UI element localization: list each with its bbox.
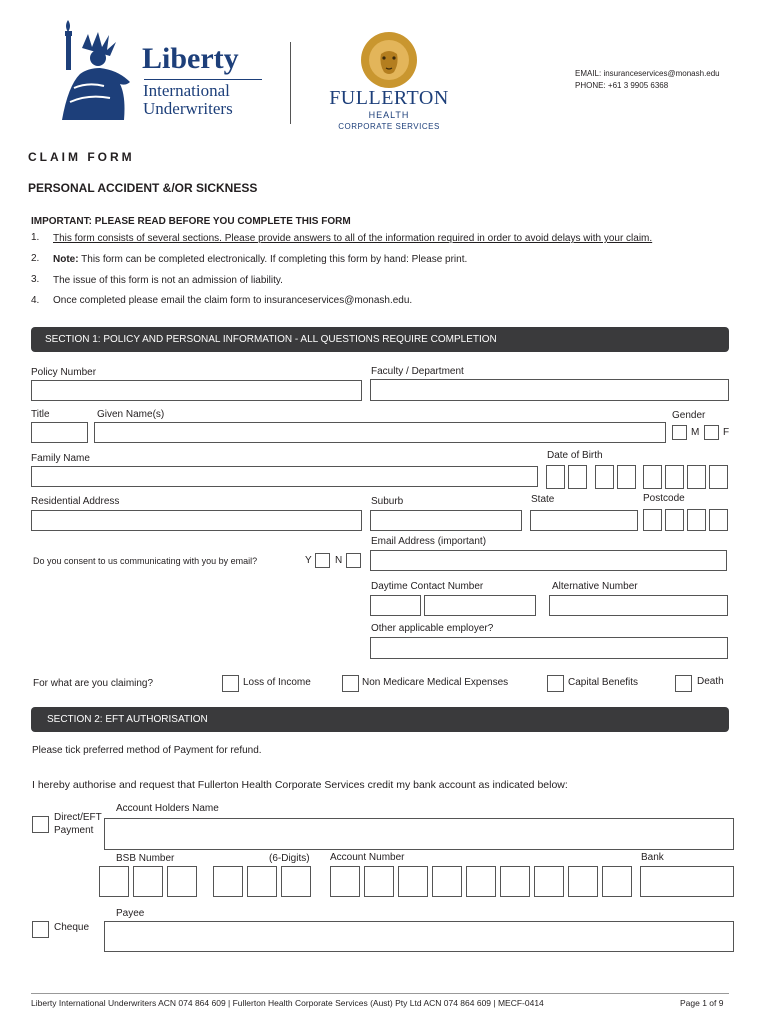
- instruction-1-num: 1.: [31, 232, 40, 243]
- consent-n-label: N: [335, 555, 343, 566]
- instruction-2-text: [53, 254, 467, 265]
- liberty-name-line2: International: [143, 81, 230, 100]
- faculty-label: Faculty / Department: [371, 366, 464, 377]
- account-digit[interactable]: [500, 866, 530, 897]
- instruction-2-note: Note:: [53, 254, 79, 265]
- direct-eft-label-line2: Payment: [54, 825, 94, 836]
- dob-digit[interactable]: [595, 465, 614, 489]
- gender-f-label: F: [723, 427, 730, 438]
- liberty-name: Liberty: [142, 42, 239, 75]
- account-digit[interactable]: [432, 866, 462, 897]
- given-names-field[interactable]: [94, 422, 666, 443]
- dob-digit[interactable]: [617, 465, 636, 489]
- dob-digit[interactable]: [665, 465, 684, 489]
- postcode-field[interactable]: [643, 509, 731, 531]
- postcode-label: Postcode: [643, 493, 685, 504]
- bsb-field[interactable]: [99, 866, 313, 897]
- claim-capital-benefits-label: Capital Benefits: [568, 677, 639, 688]
- dob-digit[interactable]: [687, 465, 706, 489]
- instruction-4-text: Once completed please email the claim form to insuranceservices@monash.edu.: [53, 295, 413, 306]
- page-number: Page 1 of 9: [680, 998, 724, 1008]
- bsb-digit[interactable]: [213, 866, 243, 897]
- claim-death-label: Death: [697, 676, 724, 687]
- account-digit[interactable]: [364, 866, 394, 897]
- state-field[interactable]: [530, 510, 638, 531]
- direct-eft-checkbox[interactable]: [32, 816, 49, 833]
- daytime-contact-number-field[interactable]: [424, 595, 536, 616]
- email-address-field[interactable]: [370, 550, 727, 571]
- account-digit[interactable]: [466, 866, 496, 897]
- title-field[interactable]: [31, 422, 88, 443]
- bsb-number-label: BSB Number: [116, 853, 175, 864]
- liberty-logo: [52, 18, 267, 123]
- fullerton-health: HEALTH: [368, 110, 410, 120]
- dob-digit[interactable]: [709, 465, 728, 489]
- form-title: CLAIM FORM: [28, 150, 135, 164]
- bsb-digit[interactable]: [247, 866, 277, 897]
- postcode-digit[interactable]: [643, 509, 662, 531]
- gender-label: Gender: [672, 410, 706, 421]
- cheque-label: Cheque: [54, 922, 90, 933]
- policy-number-label: Policy Number: [31, 367, 97, 378]
- footer-text: Liberty International Underwriters ACN 074 864 609 | Fullerton Health Corporate Services (Aust) Pty Ltd ACN 074 864 609 | MECF-0414: [31, 998, 544, 1008]
- contact-email: EMAIL: insuranceservices@monash.edu: [575, 69, 720, 78]
- instruction-1-text: This form consists of several sections. Please provide answers to all of the information required in order to avoid delays with your claim.: [53, 233, 653, 244]
- payee-field[interactable]: [104, 921, 734, 952]
- instruction-3-num: 3.: [31, 274, 40, 285]
- family-name-label: Family Name: [31, 453, 90, 464]
- instruction-3-text: The issue of this form is not an admission of liability.: [53, 275, 283, 286]
- account-holders-name-field[interactable]: [104, 818, 734, 850]
- title-label: Title: [31, 409, 50, 420]
- alternative-number-field[interactable]: [549, 595, 728, 616]
- bsb-digit[interactable]: [99, 866, 129, 897]
- section1-heading: SECTION 1: POLICY AND PERSONAL INFORMATION - ALL QUESTIONS REQUIRE COMPLETION: [31, 327, 729, 352]
- fullerton-corporate: CORPORATE SERVICES: [338, 122, 440, 131]
- postcode-digit[interactable]: [709, 509, 728, 531]
- account-holders-name-label: Account Holders Name: [116, 803, 219, 814]
- residential-address-label: Residential Address: [31, 496, 120, 507]
- daytime-contact-area-field[interactable]: [370, 595, 421, 616]
- dob-digit[interactable]: [568, 465, 587, 489]
- other-employer-field[interactable]: [370, 637, 728, 659]
- family-name-field[interactable]: [31, 466, 538, 487]
- statue-of-liberty-icon: [52, 18, 138, 120]
- claim-medical-expenses-label: Non Medicare Medical Expenses: [362, 677, 509, 688]
- dob-label: Date of Birth: [547, 450, 603, 461]
- gender-f-checkbox[interactable]: [704, 425, 719, 440]
- lion-head-icon: [359, 30, 419, 90]
- account-number-label: Account Number: [330, 852, 405, 863]
- alternative-number-label: Alternative Number: [552, 581, 638, 592]
- bank-label: Bank: [641, 852, 664, 863]
- fullerton-name: FULLERTON: [329, 87, 449, 109]
- consent-y-checkbox[interactable]: [315, 553, 330, 568]
- account-digit[interactable]: [330, 866, 360, 897]
- claim-loss-of-income-checkbox[interactable]: [222, 675, 239, 692]
- other-employer-label: Other applicable employer?: [371, 623, 494, 634]
- claim-loss-of-income-label: Loss of Income: [243, 677, 311, 688]
- state-label: State: [531, 494, 555, 505]
- account-number-field[interactable]: [330, 866, 632, 897]
- bank-field[interactable]: [640, 866, 734, 897]
- given-names-label: Given Name(s): [97, 409, 165, 420]
- dob-field[interactable]: [546, 465, 730, 489]
- suburb-label: Suburb: [371, 496, 404, 507]
- account-digit[interactable]: [534, 866, 564, 897]
- email-address-label: Email Address (important): [371, 536, 487, 547]
- contact-phone: PHONE: +61 3 9905 6368: [575, 81, 669, 90]
- tick-preferred-text: Please tick preferred method of Payment for refund.: [32, 745, 262, 756]
- account-digit[interactable]: [602, 866, 632, 897]
- dob-digit[interactable]: [546, 465, 565, 489]
- consent-question: Do you consent to us communicating with you by email?: [33, 556, 258, 566]
- logo-separator: [290, 42, 291, 124]
- gender-m-checkbox[interactable]: [672, 425, 687, 440]
- liberty-name-line3: Underwriters: [143, 99, 233, 118]
- dob-digit[interactable]: [643, 465, 662, 489]
- authorise-text: I hereby authorise and request that Fullerton Health Corporate Services credit my bank account as indicated below:: [32, 779, 568, 791]
- section2-heading: SECTION 2: EFT AUTHORISATION: [31, 707, 729, 732]
- policy-number-field[interactable]: [31, 380, 362, 401]
- important-heading: IMPORTANT: PLEASE READ BEFORE YOU COMPLETE THIS FORM: [31, 216, 351, 227]
- account-digit[interactable]: [398, 866, 428, 897]
- daytime-contact-label: Daytime Contact Number: [371, 581, 484, 592]
- direct-eft-label-line1: Direct/EFT: [54, 812, 102, 823]
- claim-death-checkbox[interactable]: [675, 675, 692, 692]
- footer-rule: [31, 993, 729, 994]
- gender-m-label: M: [691, 427, 700, 438]
- residential-address-field[interactable]: [31, 510, 362, 531]
- claim-medical-expenses-checkbox[interactable]: [342, 675, 359, 692]
- claim-capital-benefits-checkbox[interactable]: [547, 675, 564, 692]
- cheque-checkbox[interactable]: [32, 921, 49, 938]
- instruction-2-body: This form can be completed electronically. If completing this form by hand: Please print.: [78, 254, 468, 265]
- fullerton-logo: [318, 30, 460, 134]
- bsb-digit[interactable]: [281, 866, 311, 897]
- bsb-digit[interactable]: [167, 866, 197, 897]
- postcode-digit[interactable]: [665, 509, 684, 531]
- liberty-divider: [144, 79, 262, 80]
- consent-n-checkbox[interactable]: [346, 553, 361, 568]
- bsb-digit[interactable]: [133, 866, 163, 897]
- faculty-field[interactable]: [370, 379, 729, 401]
- instruction-2-num: 2.: [31, 253, 40, 264]
- suburb-field[interactable]: [370, 510, 522, 531]
- payee-label: Payee: [116, 908, 145, 919]
- account-digit[interactable]: [568, 866, 598, 897]
- instruction-4-num: 4.: [31, 295, 40, 306]
- form-subtitle: PERSONAL ACCIDENT &/OR SICKNESS: [28, 181, 258, 195]
- claiming-question: For what are you claiming?: [33, 678, 154, 689]
- postcode-digit[interactable]: [687, 509, 706, 531]
- six-digits-label: (6-Digits): [269, 853, 310, 864]
- consent-y-label: Y: [305, 555, 312, 566]
